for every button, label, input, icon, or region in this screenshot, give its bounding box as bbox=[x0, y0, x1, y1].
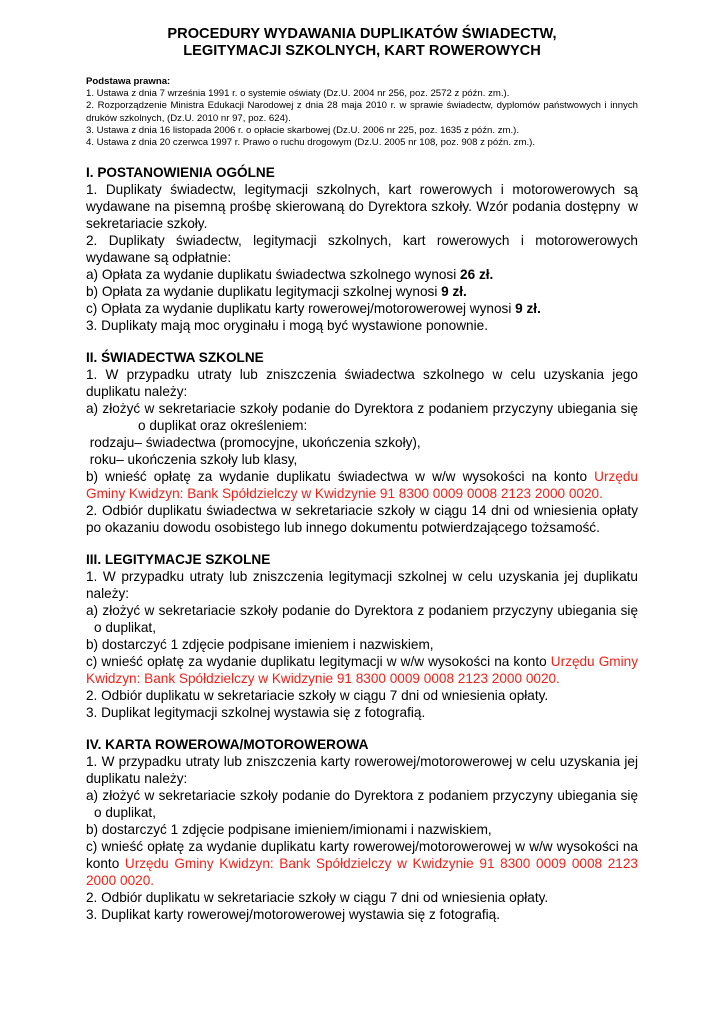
fee-label: a) Opłata za wydanie duplikatu świadectwa szkolnego wynosi bbox=[86, 267, 457, 283]
list-item bbox=[86, 434, 638, 451]
paragraph: 2. Duplikaty świadectw, legitymacji szkolnych, kart rowerowych i motorowerowych wydawane są odpłatnie: bbox=[86, 233, 638, 266]
fee-amount: 9 zł. bbox=[515, 301, 541, 317]
paragraph-text: o duplikat oraz określeniem: bbox=[138, 418, 308, 434]
fee-item bbox=[86, 266, 638, 283]
paragraph-text: c) wnieść opłatę za wydanie duplikatu karty rowerowej/motorowerowej w w/w wysokości na konto bbox=[86, 839, 638, 872]
section-heading: II. ŚWIADECTWA SZKOLNE bbox=[86, 350, 264, 366]
bank-account: Urzędu Gminy Kwidzyn: Bank Spółdzielczy w Kwidzynie 91 8300 0009 0008 2123 2000 0020. bbox=[86, 856, 638, 889]
list-item bbox=[86, 451, 638, 468]
fee-label: c) Opłata za wydanie duplikatu karty rowerowej/motorowerowej wynosi bbox=[86, 301, 512, 317]
paragraph bbox=[86, 181, 638, 232]
title-line-1: PROCEDURY WYDAWANIA DUPLIKATÓW ŚWIADECTW, bbox=[167, 26, 557, 42]
fee-item bbox=[86, 283, 638, 300]
section-general bbox=[86, 164, 638, 334]
paragraph-text: w sekretariacie szkoły. bbox=[86, 199, 638, 232]
paragraph bbox=[86, 468, 638, 502]
list-item-text: roku– ukończenia szkoły lub klasy, bbox=[89, 452, 298, 468]
paragraph bbox=[86, 602, 638, 636]
paragraph-text: a) złożyć w sekretariacie szkoły podanie do Dyrektora z podaniem przyczyny ubiegania się bbox=[86, 603, 638, 619]
section-heading: IV. KARTA ROWEROWA/MOTOROWEROWA bbox=[86, 737, 369, 753]
legal-basis-heading: Podstawa prawna: bbox=[86, 76, 171, 87]
section-bike-card bbox=[86, 736, 638, 923]
paragraph-text: b) wnieść opłatę za wydanie duplikatu świadectwa w w/w wysokości na konto bbox=[86, 469, 588, 485]
paragraph: 2. Odbiór duplikatu w sekretariacie szkoły w ciągu 7 dni od wniesienia opłaty. bbox=[86, 890, 549, 906]
legal-basis bbox=[86, 76, 638, 149]
fee-item bbox=[86, 300, 638, 317]
paragraph-text: o duplikat, bbox=[94, 620, 156, 636]
paragraph: 3. Duplikat legitymacji szkolnej wystawia się z fotografią. bbox=[86, 705, 426, 721]
legal-basis-item: 2. Rozporządzenie Ministra Edukacji Narodowej z dnia 28 maja 2010 r. w sprawie świadectw, dyplomów państwowych i innych druków szkolnych, (Dz.U. 2010 nr 97, poz. 624). bbox=[86, 100, 638, 124]
paragraph-text: a) złożyć w sekretariacie szkoły podanie do Dyrektora z podaniem przyczyny ubiegania się bbox=[86, 401, 638, 417]
legal-basis-item: 4. Ustawa z dnia 20 czerwca 1997 r. Prawo o ruchu drogowym (Dz.U. 2005 nr 108, poz. 908 z późn. zm.). bbox=[86, 137, 535, 149]
paragraph: 1. W przypadku utraty lub zniszczenia karty rowerowej/motorowerowej w celu uzyskania jej duplikatu należy: bbox=[86, 754, 638, 787]
section-certificates bbox=[86, 349, 638, 536]
paragraph bbox=[86, 787, 638, 821]
document-title bbox=[86, 26, 638, 60]
paragraph: 1. W przypadku utraty lub zniszczenia legitymacji szkolnej w celu uzyskania jej duplikatu należy: bbox=[86, 569, 638, 602]
paragraph: 3. Duplikaty mają moc oryginału i mogą być wystawione ponownie. bbox=[86, 318, 488, 334]
fee-label: b) Opłata za wydanie duplikatu legitymacji szkolnej wynosi bbox=[86, 284, 438, 300]
paragraph bbox=[86, 653, 638, 687]
title-line-2: LEGITYMACJI SZKOLNYCH, KART ROWEROWYCH bbox=[183, 43, 541, 59]
section-heading: III. LEGITYMACJE SZKOLNE bbox=[86, 552, 271, 568]
paragraph: 3. Duplikat karty rowerowej/motorowerowej wystawia się z fotografią. bbox=[86, 907, 501, 923]
paragraph: b) dostarczyć 1 zdjęcie podpisane imieniem i nazwiskiem, bbox=[86, 637, 434, 653]
paragraph: 2. Odbiór duplikatu świadectwa w sekretariacie szkoły w ciągu 14 dni od wniesienia opłaty po okazaniu dowodu osobistego lub innego dokumentu potwierdzającego tożsamość. bbox=[86, 503, 638, 536]
paragraph-text: 1. Duplikaty świadectw, legitymacji szkolnych, kart rowerowych i motorowerowych są wydawane na pisemną prośbę skierowaną do Dyrektora szkoły. Wzór podania dostępny bbox=[86, 182, 638, 215]
bank-account: Urzędu Gminy Kwidzyn: Bank Spółdzielczy w Kwidzynie 91 8300 0009 0008 2123 2000 0020. bbox=[86, 654, 638, 687]
list-item-text: rodzaju– świadectwa (promocyjne, ukończenia szkoły), bbox=[89, 435, 421, 451]
legal-basis-item: 1. Ustawa z dnia 7 września 1991 r. o systemie oświaty (Dz.U. 2004 nr 256, poz. 2572 z późn. zm.). bbox=[86, 88, 510, 100]
paragraph bbox=[86, 400, 638, 434]
paragraph-text: a) złożyć w sekretariacie szkoły podanie do Dyrektora z podaniem przyczyny ubiegania się bbox=[86, 788, 638, 804]
legal-basis-item: 3. Ustawa z dnia 16 listopada 2006 r. o opłacie skarbowej (Dz.U. 2006 nr 225, poz. 1635 z późn. zm.). bbox=[86, 124, 520, 136]
section-school-ids bbox=[86, 551, 638, 721]
paragraph: 1. W przypadku utraty lub zniszczenia świadectwa szkolnego w celu uzyskania jego duplikatu należy: bbox=[86, 367, 638, 400]
paragraph: 2. Odbiór duplikatu w sekretariacie szkoły w ciągu 7 dni od wniesienia opłaty. bbox=[86, 688, 549, 704]
paragraph-text: c) wnieść opłatę za wydanie duplikatu legitymacji w w/w wysokości na konto bbox=[86, 654, 547, 670]
paragraph: b) dostarczyć 1 zdjęcie podpisane imieniem/imionami i nazwiskiem, bbox=[86, 822, 492, 838]
fee-amount: 26 zł. bbox=[460, 267, 494, 283]
section-heading: I. POSTANOWIENIA OGÓLNE bbox=[86, 165, 275, 181]
paragraph-text: o duplikat, bbox=[94, 805, 156, 821]
fee-amount: 9 zł. bbox=[441, 284, 467, 300]
bank-account: Urzędu Gminy Kwidzyn: Bank Spółdzielczy w Kwidzynie 91 8300 0009 0008 2123 2000 0020. bbox=[86, 469, 638, 502]
paragraph bbox=[86, 838, 638, 889]
